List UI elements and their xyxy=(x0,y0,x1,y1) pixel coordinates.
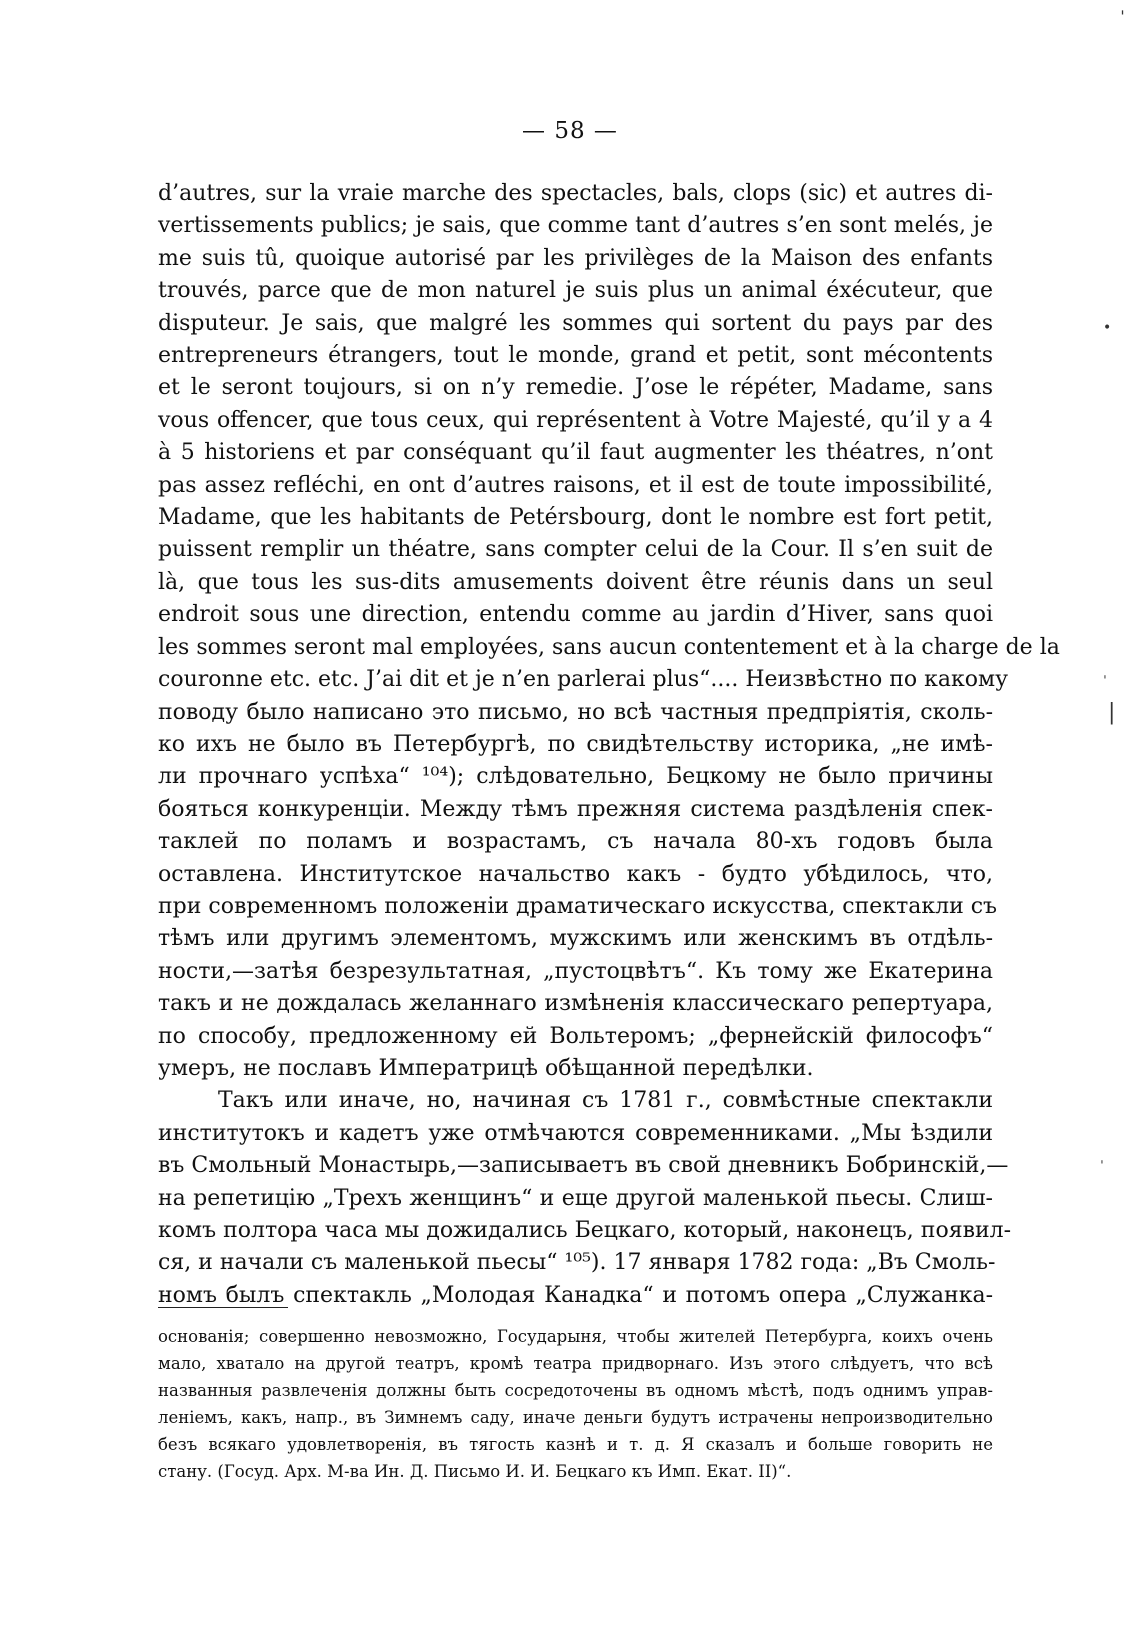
body-line: puissent remplir un théatre, sans compter celui de la Cour. Il s’en suit de xyxy=(158,537,993,563)
body-line: pas assez refléchi, en ont d’autres raisons, et il est de toute impossibilité, xyxy=(158,472,993,498)
body-line: поводу было написано это письмо, но всѣ частныя предпріятія, сколь- xyxy=(158,699,993,725)
scan-margin-mark: ˌ xyxy=(1100,1150,1104,1166)
body-line: тѣмъ или другимъ элементомъ, мужскимъ или женскимъ въ отдѣль- xyxy=(158,926,993,952)
body-line: entrepreneurs étrangers, tout le monde, grand et petit, sont mécontents xyxy=(158,343,993,369)
scan-margin-mark: ˈ xyxy=(1120,8,1125,29)
scan-margin-mark: | xyxy=(1108,700,1116,725)
footnotes xyxy=(158,1323,993,1485)
body-line: ся, и начали съ маленькой пьесы“ ¹⁰⁵). 17 января 1782 года: „Въ Смоль- xyxy=(158,1250,996,1276)
footnote-line: мало, хватало на другой театръ, кромѣ театра придворнаго. Изъ этого слѣдуетъ, что всѣ xyxy=(158,1354,993,1373)
page-number: — 58 — xyxy=(522,118,618,144)
body-line: бояться конкуренціи. Между тѣмъ прежняя система раздѣленія спек- xyxy=(158,796,993,822)
body-line: ко ихъ не было въ Петербургѣ, по свидѣтельству историка, „не имѣ- xyxy=(158,731,993,757)
body-line: ли прочнаго успѣха“ ¹⁰⁴); слѣдовательно, Бецкому не было причины xyxy=(158,764,993,790)
body-line: trouvés, parce que de mon naturel je suis plus un animal éxécuteur, que xyxy=(158,278,993,304)
body-line: такъ и не дождалась желаннаго измѣненія классическаго репертуара, xyxy=(158,991,993,1017)
body-line: endroit sous une direction, entendu comme au jardin d’Hiver, sans quoi xyxy=(158,602,993,628)
footnote-line: безъ всякаго удовлетворенія, въ тягость казнѣ и т. д. Я сказалъ и больше говорить не xyxy=(158,1435,993,1454)
body-line: Madame, que les habitants de Petérsbourg, dont le nombre est fort petit, xyxy=(158,505,993,531)
footnote-line: названныя развлеченія должны быть сосредоточены въ одномъ мѣстѣ, подъ однимъ управ- xyxy=(158,1381,993,1400)
body-line: les sommes seront mal employées, sans aucun contentement et à la charge de la xyxy=(158,634,1060,660)
body-line: couronne etc. etc. J’ai dit et je n’en parlerai plus“.... Неизвѣстно по какому xyxy=(158,667,1009,693)
body-line: комъ полтора часа мы дожидались Бецкаго, который, наконецъ, появил- xyxy=(158,1218,1012,1243)
body-line: номъ былъ спектакль „Молодая Канадка“ и потомъ опера „Служанка- xyxy=(158,1282,993,1308)
body-line: d’autres, sur la vraie marche des spectacles, bals, clops (sic) et autres di- xyxy=(158,181,993,206)
body-line: по способу, предложенному ей Вольтеромъ; „фернейскій философъ“ xyxy=(158,1023,993,1049)
body-line: disputeur. Je sais, que malgré les sommes qui sortent du pays par des xyxy=(158,310,993,336)
body-line: институтокъ и кадетъ уже отмѣчаются современниками. „Мы ѣздили xyxy=(158,1120,993,1146)
body-line: умеръ, не пославъ Императрицѣ обѣщанной передѣлки. xyxy=(158,1055,814,1081)
body-line: là, que tous les sus-dits amusements doivent être réunis dans un seul xyxy=(158,569,993,595)
body-line: таклей по поламъ и возрастамъ, съ начала 80-хъ годовъ была xyxy=(158,829,993,855)
footnote-divider xyxy=(158,1307,288,1308)
body-line: me suis tû, quoique autorisé par les privilèges de la Maison des enfants xyxy=(158,245,993,271)
footnote-line: основанія; совершенно невозможно, Государыня, чтобы жителей Петербурга, коихъ очень xyxy=(158,1327,993,1346)
body-line: при современномъ положеніи драматическаго искусства, спектакли съ xyxy=(158,893,998,919)
body-line: vous offencer, que tous ceux, qui représentent à Votre Majesté, qu’il y a 4 xyxy=(158,407,993,433)
body-line: vertissements publics; je sais, que comme tant d’autres s’en sont melés, je xyxy=(158,213,993,239)
footnote-line: стану. (Госуд. Арх. М-ва Ин. Д. Письмо И. И. Бецкаго къ Имп. Екат. II)“. xyxy=(158,1462,792,1481)
footnote-line: леніемъ, какъ, напр., въ Зимнемъ саду, иначе деньги будутъ истрачены непроизводительно xyxy=(158,1408,993,1427)
body-line: оставлена. Институтское начальство какъ - будто убѣдилось, что, xyxy=(158,861,993,887)
body-line: et le seront toujours, si on n’y remedie. J’ose le répéter, Madame, sans xyxy=(158,375,993,401)
body-line: ности,—затѣя безрезультатная, „пустоцвѣтъ“. Къ тому же Екатерина xyxy=(158,958,993,984)
body-line-paragraph-start: Такъ или иначе, но, начиная съ 1781 г., совмѣстные спектакли xyxy=(218,1088,993,1114)
scan-margin-mark: ˌ xyxy=(1103,665,1107,681)
body-text xyxy=(158,178,1060,1312)
body-line: à 5 historiens et par conséquant qu’il faut augmenter les théatres, n’ont xyxy=(158,440,993,466)
body-line: въ Смольный Монастырь,—записываетъ въ свой дневникъ Бобринскій,— xyxy=(158,1153,1009,1179)
scan-margin-mark: • xyxy=(1103,320,1112,336)
body-line: на репетицію „Трехъ женщинъ“ и еще другой маленькой пьесы. Слиш- xyxy=(158,1185,993,1211)
